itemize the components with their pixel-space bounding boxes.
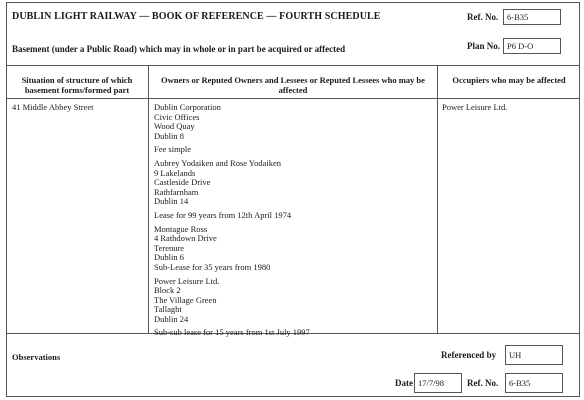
occupiers-cell: Power Leisure Ltd. <box>442 102 508 112</box>
referenced-by-field: UH <box>505 345 563 365</box>
column-header-occupiers: Occupiers who may be affected <box>452 75 566 85</box>
owner-line: Dublin 6 <box>154 252 184 263</box>
owners-cell <box>154 103 310 338</box>
owner-line: Dublin 8 <box>154 130 184 141</box>
owner-line: Civic Offices <box>154 111 200 122</box>
table-header-rule <box>6 98 580 99</box>
owner-line: Rathfarnham <box>154 186 199 197</box>
footer-ref-no-label: Ref. No. <box>467 378 499 388</box>
plan-no-label: Plan No. <box>467 41 501 51</box>
owner-line: The Village Green <box>154 294 217 305</box>
owner-line: 9 Lakelands <box>154 167 196 178</box>
column-header-owners: Owners or Reputed Owners and Lessees or Reputed Lessees who may be affected <box>161 75 425 95</box>
owner-line: Tallaght <box>154 304 182 315</box>
column-divider-1 <box>148 65 149 333</box>
owner-line: Block 2 <box>154 285 181 296</box>
column-divider-2 <box>437 65 438 333</box>
situation-cell: 41 Middle Abbey Street <box>12 102 94 112</box>
date-label: Date <box>395 378 413 388</box>
column-header-situation: Situation of structure of which basement forms/formed part <box>21 75 133 95</box>
document-title: DUBLIN LIGHT RAILWAY — BOOK OF REFERENCE — FOURTH SCHEDULE <box>12 11 381 22</box>
owner-line: Montague Ross <box>154 223 208 234</box>
owner-line: Aubrey Yodaiken and Rose Yodaiken <box>154 157 282 168</box>
owner-line: 4 Rathdown Drive <box>154 233 217 244</box>
owner-line: Terenure <box>154 242 185 253</box>
owner-line: Dublin 24 <box>154 313 189 324</box>
owner-line: Castleside Drive <box>154 177 211 188</box>
owner-line: Dublin 14 <box>154 196 189 207</box>
referenced-by-label: Referenced by <box>441 350 497 360</box>
owner-line: Lease for 99 years from 12th April 1974 <box>154 209 292 220</box>
owner-line: Power Leisure Ltd. <box>154 275 220 286</box>
ref-no-label: Ref. No. <box>467 12 499 22</box>
owner-line: Fee simple <box>154 144 192 155</box>
footer-ref-no-field: 6-B35 <box>505 373 563 393</box>
owner-line: Sub-Lease for 35 years from 1980 <box>154 261 271 272</box>
observations-label: Observations <box>12 352 61 362</box>
table-top-rule <box>6 65 580 66</box>
date-field: 17/7/98 <box>414 373 462 393</box>
owner-line: Sub-sub lease for 15 years from 1st July 1997 <box>154 327 310 338</box>
plan-no-field: P6 D-O <box>503 38 561 54</box>
ref-no-field: 6-B35 <box>503 9 561 25</box>
owner-line: Dublin Corporation <box>154 102 221 112</box>
document-subtitle: Basement (under a Public Road) which may in whole or in part be acquired or affected <box>12 44 346 54</box>
owner-line: Wood Quay <box>154 121 195 132</box>
